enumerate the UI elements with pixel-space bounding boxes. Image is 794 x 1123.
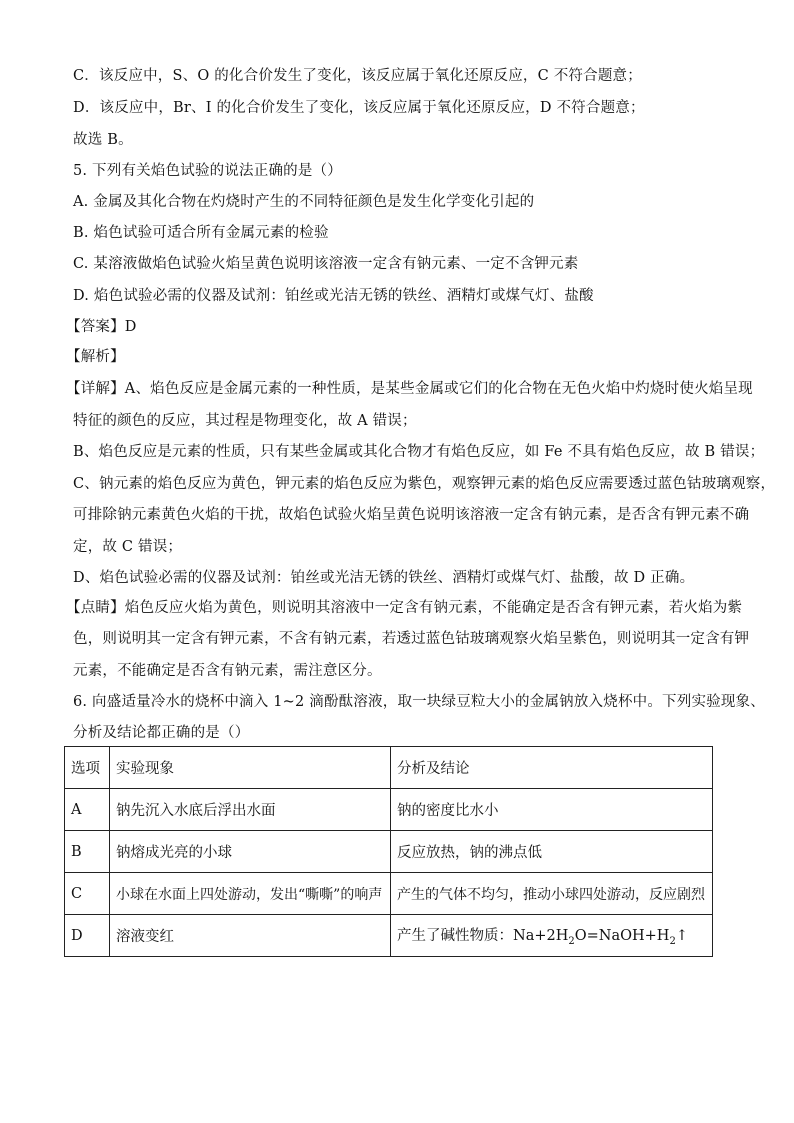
text-line: 特征的颜色的反应，其过程是物理变化，故 A 错误；: [73, 413, 417, 429]
table-cell: 小球在水面上四处游动，发出“嘶嘶”的响声: [110, 873, 391, 915]
table-cell: B: [65, 831, 110, 873]
text-line: 【点睛】焰色反应火焰为黄色，则说明其溶液中一定含有钠元素，不能确定是否含有钾元素，若火焰为紫: [66, 600, 743, 616]
table-cell: 钠熔成光亮的小球: [110, 831, 391, 873]
option-a: A. 金属及其化合物在灼烧时产生的不同特征颜色是发生化学变化引起的: [73, 194, 535, 210]
text-line: 故选 B。: [73, 132, 133, 148]
table-cell: C: [65, 873, 110, 915]
text-line: 可排除钠元素黄色火焰的干扰，故焰色试验火焰呈黄色说明该溶液一定含有钠元素，是否含有钾元素不确: [73, 507, 750, 523]
conclusion-text: 产生了碱性物质：: [397, 928, 513, 945]
option-c: C. 某溶液做焰色试验火焰呈黄色说明该溶液一定含有钠元素、一定不含钾元素: [73, 256, 579, 272]
table-header-cell: 实验现象: [110, 747, 391, 789]
gas-arrow: ↑: [675, 928, 688, 945]
question-5-stem: 5. 下列有关焰色试验的说法正确的是（）: [73, 163, 342, 179]
table-cell: 钠的密度比水小: [391, 789, 713, 831]
text-line: C．该反应中，S、O 的化合价发生了变化，该反应属于氧化还原反应，C 不符合题意；: [73, 68, 642, 84]
equation-part: O=NaOH+H: [574, 928, 670, 945]
question-6-stem: 分析及结论都正确的是（）: [73, 725, 250, 741]
options-table: [64, 746, 713, 957]
chemical-equation: [513, 928, 688, 947]
table-cell: 钠先沉入水底后浮出水面: [110, 789, 391, 831]
option-b: B. 焰色试验可适合所有金属元素的检验: [73, 225, 329, 241]
text-line: 元素，不能确定是否含有钠元素，需注意区分。: [73, 663, 382, 679]
table-row: [65, 789, 713, 831]
text-line: D．该反应中，Br、I 的化合价发生了变化，该反应属于氧化还原反应，D 不符合题意；: [73, 100, 645, 116]
table-cell: D: [65, 915, 110, 957]
table-row: [65, 915, 713, 957]
analysis-label: 【解析】: [66, 349, 125, 365]
table-row: [65, 873, 713, 915]
table-cell: 产生的气体不均匀，推动小球四处游动，反应剧烈: [391, 873, 713, 915]
table-header-cell: 分析及结论: [391, 747, 713, 789]
table-header-cell: 选项: [65, 747, 110, 789]
text-line: 【详解】A、焰色反应是金属元素的一种性质，是某些金属或它们的化合物在无色火焰中灼烧时使火焰呈现: [66, 381, 753, 397]
text-line: D、焰色试验必需的仪器及试剂：铂丝或光洁无锈的铁丝、酒精灯或煤气灯、盐酸，故 D 正确。: [73, 570, 695, 586]
text-line: 定，故 C 错误；: [73, 539, 183, 555]
text-line: 色，则说明其一定含有钾元素，不含有钠元素，若透过蓝色钴玻璃观察火焰呈紫色，则说明其一定含有钾: [73, 631, 750, 647]
equation-subscript: 2: [568, 935, 575, 947]
table-row: [65, 831, 713, 873]
table-cell: [391, 915, 713, 957]
table-cell: 溶液变红: [110, 915, 391, 957]
text-line: C、钠元素的焰色反应为黄色，钾元素的焰色反应为紫色，观察钾元素的焰色反应需要透过蓝色钴玻璃观察，: [73, 476, 776, 492]
text-line: B、焰色反应是元素的性质，只有某些金属或其化合物才有焰色反应，如 Fe 不具有焰色反应，故 B 错误；: [73, 444, 765, 460]
answer-label: 【答案】D: [66, 319, 137, 335]
option-d: D. 焰色试验必需的仪器及试剂：铂丝或光洁无锈的铁丝、酒精灯或煤气灯、盐酸: [73, 288, 594, 304]
table-header-row: [65, 747, 713, 789]
question-6-stem: 6. 向盛适量冷水的烧杯中滴入 1~2 滴酚酞溶液，取一块绿豆粒大小的金属钠放入烧杯中。下列实验现象、: [73, 694, 765, 710]
equation-subscript: 2: [669, 935, 676, 947]
table-cell: 反应放热，钠的沸点低: [391, 831, 713, 873]
equation-part: Na+2H: [513, 928, 569, 945]
table-cell: A: [65, 789, 110, 831]
